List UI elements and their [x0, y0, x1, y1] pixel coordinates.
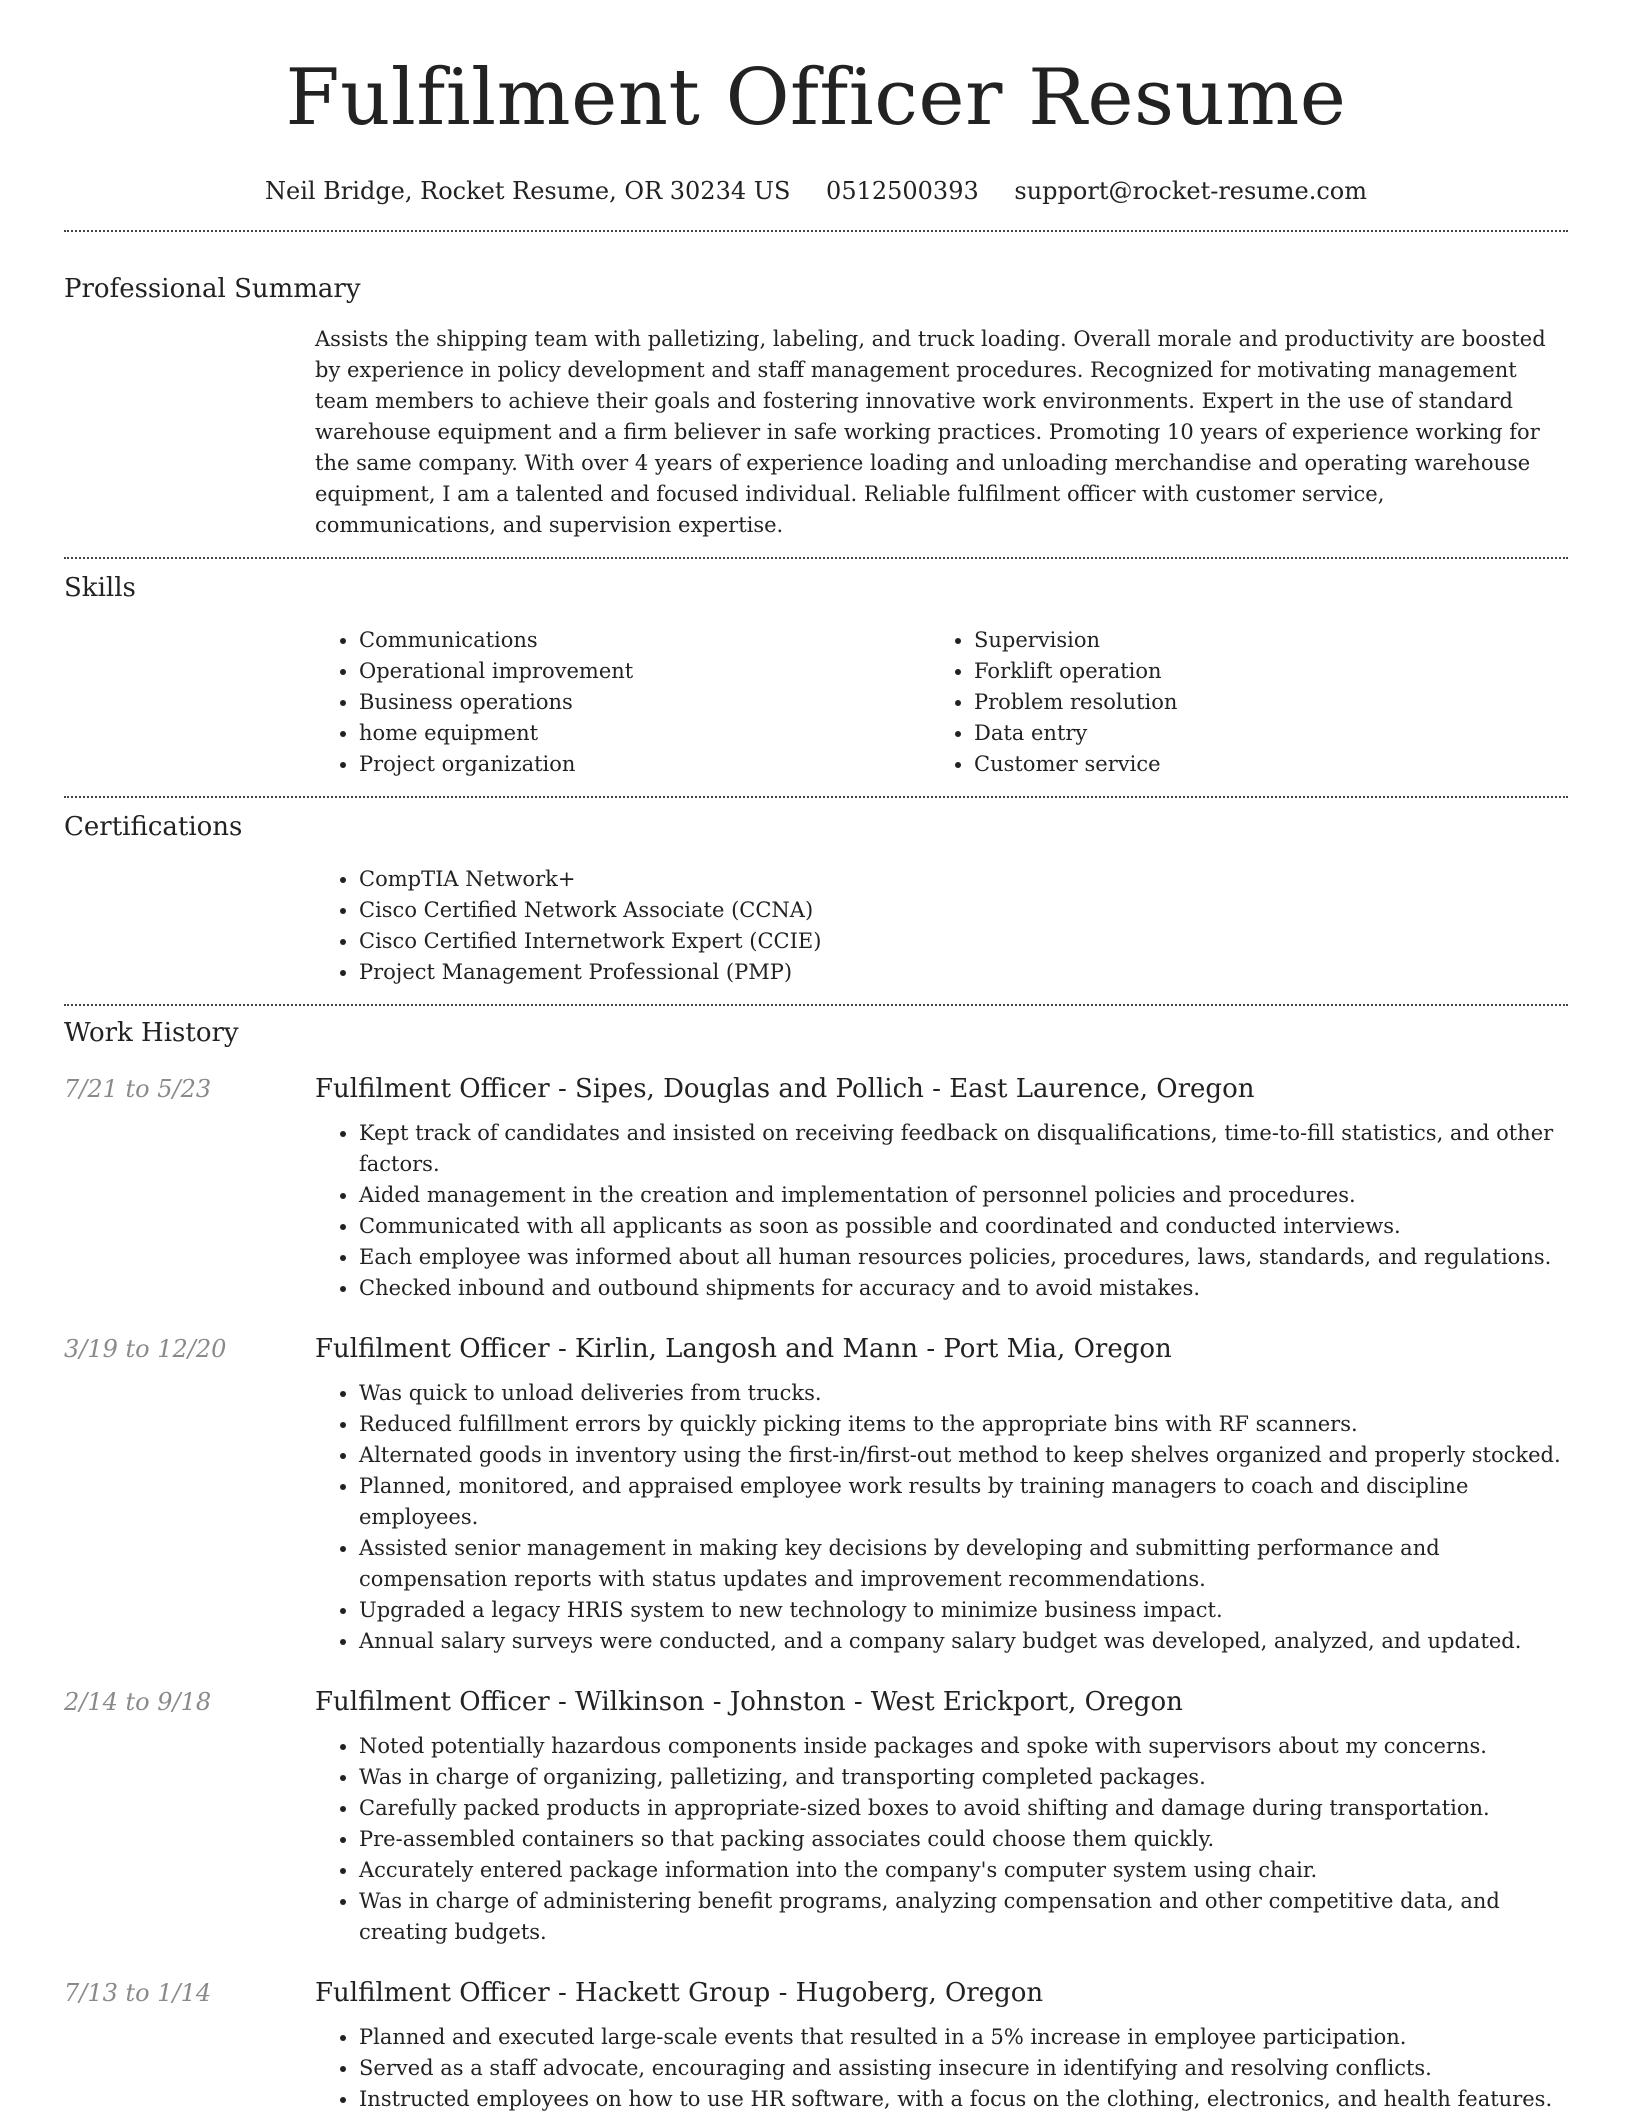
resume-page	[64, 0, 1568, 2115]
job-bullet: • Alternated goods in inventory using the first-in/first-out method to keep shelves organized and properly stocked.	[359, 1440, 1568, 1471]
job-bullet: • Planned and executed large-scale events that resulted in a 5% increase in employee participation.	[359, 2022, 1568, 2053]
contact-line	[64, 174, 1568, 208]
certification-item: • Cisco Certified Internetwork Expert (CCIE)	[359, 926, 1568, 957]
job-bullet: • Each employee was informed about all human resources policies, procedures, laws, standards, and regulations.	[359, 1242, 1568, 1273]
contact-address: Neil Bridge, Rocket Resume, OR 30234 US	[264, 177, 791, 205]
job-bullet: • Communicated with all applicants as soon as possible and coordinated and conducted interviews.	[359, 1211, 1568, 1242]
summary-section	[64, 232, 1568, 541]
job-bullet: • Pre-assembled containers so that packing associates could choose them quickly.	[359, 1824, 1568, 1855]
job-bullets	[315, 1118, 1568, 1304]
summary-text: Assists the shipping team with palletizing, labeling, and truck loading. Overall morale and productivity are boosted by experience in policy development and staff management procedures. Recognized for motivating management team members to achieve their goals and fostering innovative work environments. Expert in the use of standard warehouse equipment and a firm believer in safe working practices. Promoting 10 years of experience working for the same company. With over 4 years of experience loading and unloading merchandise and operating warehouse equipment, I am a talented and focused individual. Reliable fulfilment officer with customer service, communications, and supervision expertise.	[315, 327, 1546, 537]
skills-list-left	[315, 625, 930, 780]
skills-list-right	[930, 625, 1545, 780]
job-bullet: • Reduced fulfillment errors by quickly picking items to the appropriate bins with RF scanners.	[359, 1409, 1568, 1440]
skill-item: • Problem resolution	[974, 687, 1545, 718]
job-bullets	[315, 1378, 1568, 1657]
job-bullet: • Noted potentially hazardous components inside packages and spoke with supervisors about my concerns.	[359, 1731, 1568, 1762]
job-bullet: • Planned, monitored, and appraised employee work results by training managers to coach and discipline employees.	[359, 1471, 1568, 1533]
certification-item: • CompTIA Network+	[359, 864, 1568, 895]
job-bullet: • Checked inbound and outbound shipments for accuracy and to avoid mistakes.	[359, 1273, 1568, 1304]
skill-item: • Customer service	[974, 749, 1545, 780]
job-entry	[64, 1978, 1568, 2115]
job-bullet: • Was in charge of administering benefit programs, analyzing compensation and other competitive data, and creating budgets.	[359, 1886, 1568, 1948]
section-heading-summary: Professional Summary	[64, 274, 361, 304]
work-history-section	[64, 1006, 1568, 2115]
skill-item: • Operational improvement	[359, 656, 930, 687]
job-bullet: • Carefully packed products in appropriate-sized boxes to avoid shifting and damage during transportation.	[359, 1793, 1568, 1824]
job-bullet: • Annual salary surveys were conducted, and a company salary budget was developed, analyzed, and updated.	[359, 1626, 1568, 1657]
skill-item: • Communications	[359, 625, 930, 656]
section-heading-certifications: Certifications	[64, 812, 243, 842]
contact-email[interactable]: support@rocket-resume.com	[1014, 177, 1368, 205]
certifications-section	[64, 798, 1568, 988]
skill-item: • Business operations	[359, 687, 930, 718]
skills-section	[64, 559, 1568, 780]
job-dates: 7/21 to 5/23	[64, 1075, 212, 1103]
skill-item: • Data entry	[974, 718, 1545, 749]
job-dates: 3/19 to 12/20	[64, 1335, 227, 1363]
job-dates: 7/13 to 1/14	[64, 1979, 212, 2007]
skill-item: • Project organization	[359, 749, 930, 780]
job-bullets	[315, 2022, 1568, 2115]
job-title: Fulfilment Officer - Hackett Group - Hugoberg, Oregon	[315, 1978, 1044, 2008]
job-dates: 2/14 to 9/18	[64, 1688, 212, 1716]
contact-phone[interactable]: 0512500393	[826, 177, 979, 205]
job-bullet: • Instructed employees on how to use HR software, with a focus on the clothing, electronics, and health features.	[359, 2084, 1568, 2115]
skill-item: • home equipment	[359, 718, 930, 749]
job-title: Fulfilment Officer - Sipes, Douglas and Pollich - East Laurence, Oregon	[315, 1074, 1255, 1104]
job-title: Fulfilment Officer - Wilkinson - Johnston - West Erickport, Oregon	[315, 1687, 1183, 1717]
certification-item: • Project Management Professional (PMP)	[359, 957, 1568, 988]
job-entry	[64, 1074, 1568, 1304]
job-bullet: • Was in charge of organizing, palletizing, and transporting completed packages.	[359, 1762, 1568, 1793]
job-bullet: • Assisted senior management in making key decisions by developing and submitting performance and compensation reports with status updates and improvement recommendations.	[359, 1533, 1568, 1595]
job-bullet: • Accurately entered package information into the company's computer system using chair.	[359, 1855, 1568, 1886]
job-bullets	[315, 1731, 1568, 1948]
skill-item: • Supervision	[974, 625, 1545, 656]
section-heading-skills: Skills	[64, 573, 136, 603]
skill-item: • Forklift operation	[974, 656, 1545, 687]
certifications-list	[315, 864, 1568, 988]
job-entry	[64, 1687, 1568, 1948]
job-bullet: • Kept track of candidates and insisted on receiving feedback on disqualifications, time-to-fill statistics, and other factors.	[359, 1118, 1568, 1180]
job-bullet: • Served as a staff advocate, encouraging and assisting insecure in identifying and resolving conflicts.	[359, 2053, 1568, 2084]
job-bullet: • Was quick to unload deliveries from trucks.	[359, 1378, 1568, 1409]
section-heading-work-history: Work History	[64, 1018, 239, 1048]
resume-title: Fulfilment Officer Resume	[285, 53, 1347, 143]
job-bullet: • Aided management in the creation and implementation of personnel policies and procedures.	[359, 1180, 1568, 1211]
job-entry	[64, 1334, 1568, 1657]
job-title: Fulfilment Officer - Kirlin, Langosh and Mann - Port Mia, Oregon	[315, 1334, 1172, 1364]
job-bullet: • Upgraded a legacy HRIS system to new technology to minimize business impact.	[359, 1595, 1568, 1626]
certification-item: • Cisco Certified Network Associate (CCNA)	[359, 895, 1568, 926]
